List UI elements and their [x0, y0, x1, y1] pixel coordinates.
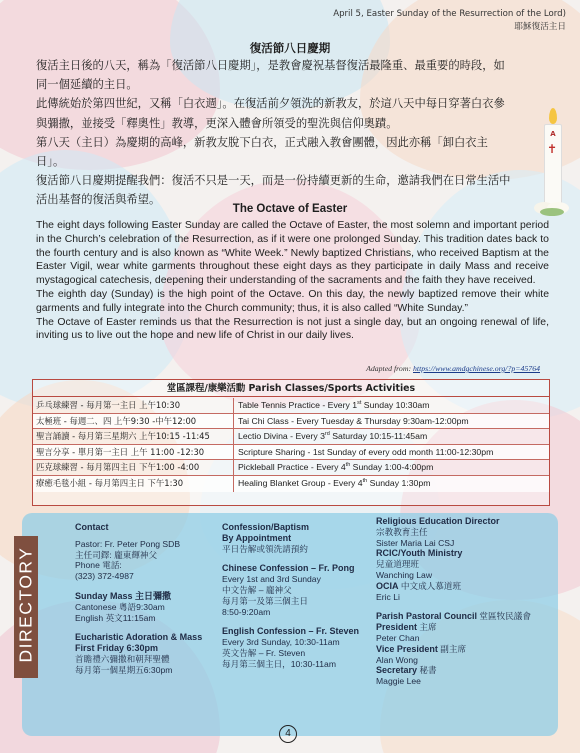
- chinese-body: [36, 56, 546, 210]
- header-feast-line: 耶穌復活主日: [514, 22, 566, 32]
- english-paragraph: The Octave of Easter reminds us that the Resurrection is not just a single day, but an ongoing renewal of life, inviting us to live out the hope and new life of Christ in our daily lives.: [36, 316, 549, 342]
- table-row: 聖言誦讀 - 每月第三星期六 上午10:15 -11:45 Lectio Divina - Every 3rd Saturday 10:15-11:45am: [33, 429, 549, 445]
- chinese-paragraph: 此傳統始於第四世紀，又稱「白衣週」。在復活前夕領洗的新教友，於這八天中每日穿著白衣參 與彌撒，並接受「釋奧性」教導，更深入體會所領受的聖洗與信仰奧蹟。: [36, 97, 505, 130]
- chinese-paragraph: 第八天（主日）為慶期的高峰，新教友脫下白衣，正式融入教會團體，因此亦稱「卸白衣主 日」。: [36, 135, 488, 169]
- source-label: Adapted from:: [366, 364, 412, 373]
- english-title: The Octave of Easter: [232, 203, 348, 215]
- directory-column-ministries: Religious Education Director 宗教教育主任 Sister Maria Lai CSJ RCIC/Youth Ministry 兒童道理班 Wanching Law OCIA 中文成人慕道班 Eric Li Parish Pastoral Council 堂區牧民議會 President 主席 Peter Chan Vice President 副主席 Alan Wong Secretary 秘書 Maggie Lee: [376, 516, 531, 687]
- english-body: [36, 219, 549, 343]
- cross-icon: ✝: [547, 142, 558, 156]
- chinese-title: 復活節八日慶期: [249, 41, 331, 55]
- table-row: 太極班 - 每週二、四 上午9:30 -中午12:00 Tai Chi Class - Every Tuesday & Thursday 9:30am-12:00pm: [33, 414, 549, 430]
- source-link[interactable]: https://www.amdgchinese.org/?p=45764: [413, 364, 540, 373]
- english-paragraph: The eight days following Easter Sunday are called the Octave of Easter, the most solemn and important period in the Church’s celebration of the Resurrection, as if it were one prolonged Sunday. This tradition dates back to the fourth century and is also known as “White Week.” Newly baptized Christians, who received Baptism at the Easter Vigil, wear white garments throughout these eight days as they participate in daily Mass and receive mystagogical catechesis, deepening their understanding of the sacraments and the faith they have received.: [36, 220, 549, 287]
- easter-candle-image: [540, 106, 566, 214]
- table-row: 療癒毛毯小組 - 每月第四主日 下午1:30 Healing Blanket Group - Every 4th Sunday 1:30pm: [33, 476, 549, 492]
- activities-table: [32, 379, 550, 506]
- source-credit: [366, 364, 540, 373]
- page-number: 4: [279, 725, 297, 743]
- page-header: [333, 8, 566, 34]
- table-row: 乒乓球練習 - 每月第一主日 上午10:30 Table Tennis Practice - Every 1st Sunday 10:30am: [33, 398, 549, 414]
- english-paragraph: The eighth day (Sunday) is the high point of the Octave. On this day, the newly baptized remove their white garments and fully integrate into the Church community; thus, it is also called “White Sunday.”: [36, 288, 549, 314]
- chinese-paragraph: 復活主日後的八天，稱為「復活節八日慶期」，是教會慶祝基督復活最隆重、最重要的時段，如 同一個延續的主日。: [36, 59, 505, 92]
- directory-label: DIRECTORY: [14, 536, 38, 678]
- table-row: 匹克球練習 - 每月第四主日 下午1:00 -4:00 Pickleball Practice - Every 4th Sunday 1:00-4:00pm: [33, 460, 549, 476]
- table-row: 聖言分享 - 單月第一主日 上午 11:00 -12:30 Scripture Sharing - 1st Sunday of every odd month 11:00-12:30pm: [33, 445, 549, 461]
- chinese-paragraph: 復活節八日慶期提醒我們：復活不只是一天，而是一份持續更新的生命，邀請我們在日常生活中 活出基督的復活與希望。: [36, 174, 511, 207]
- directory-column-contact: Contact Pastor: Fr. Peter Pong SDB 主任司鐸: 龐東輝神父 Phone 電話: (323) 372-4987 Sunday Mass 主日彌撒 Cantonese 粵語9:30am English 英文11:15am Eucharistic Adoration & Mass First Friday 6:30pm 首瞻禮六彌撒和朝拜聖體 每月第一個星期五6:30pm: [75, 522, 203, 675]
- candle-alpha: A: [550, 130, 556, 138]
- flame-icon: [549, 108, 557, 124]
- activities-title: 堂區課程/康樂活動 Parish Classes/Sports Activities: [33, 380, 549, 397]
- header-date-line: April 5, Easter Sunday of the Resurrection of the Lord): [333, 9, 566, 19]
- directory-column-confession: Confession/Baptism By Appointment 平日告解或領洗請預約 Chinese Confession – Fr. Pong Every 1st and 3rd Sunday 中文告解 – 龐神父 每月第一及第三個主日 8:50-9:20am English Confession – Fr. Steven Every 3rd Sunday, 10:30-11am 英文告解 – Fr. Steven 每月第三個主日，10:30-11am: [222, 522, 360, 669]
